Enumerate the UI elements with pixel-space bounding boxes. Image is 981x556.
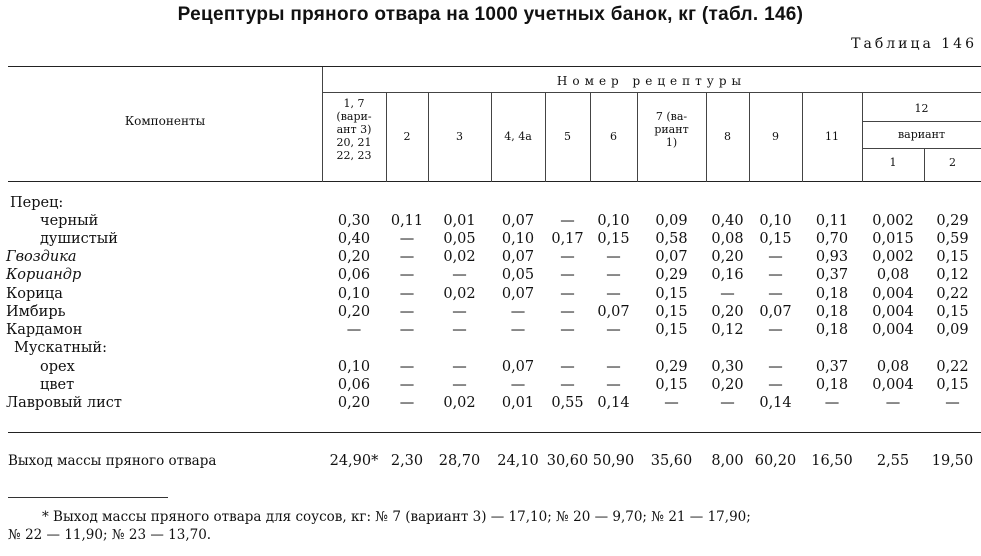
table-cell: 0,002 bbox=[872, 249, 914, 265]
table-cell: — bbox=[560, 267, 575, 283]
table-cell: 0,59 bbox=[936, 231, 969, 247]
table-cell: — bbox=[399, 395, 415, 411]
table-cell: 0,14 bbox=[597, 395, 630, 411]
table-cell: — bbox=[346, 322, 362, 338]
table-cell: 0,15 bbox=[759, 231, 792, 247]
table-cell: 0,12 bbox=[711, 322, 744, 338]
table-cell: — bbox=[885, 395, 901, 411]
table-cell: 0,18 bbox=[815, 286, 849, 302]
total-label: Выход массы пряного отвара bbox=[8, 453, 217, 469]
table-cell: — bbox=[399, 304, 415, 320]
col-header-6: 6 bbox=[610, 130, 617, 143]
table-cell: 0,01 bbox=[501, 395, 535, 411]
table-cell: 0,10 bbox=[501, 231, 535, 247]
table-cell: 0,15 bbox=[655, 286, 688, 302]
table-row bbox=[0, 358, 981, 376]
table-row bbox=[0, 321, 981, 339]
table-row bbox=[0, 285, 981, 303]
row-label: Лавровый лист bbox=[6, 395, 122, 411]
table-cell: 0,15 bbox=[936, 249, 969, 265]
table-cell: — bbox=[399, 286, 415, 302]
col-header-8: 8 bbox=[724, 130, 731, 143]
table-cell: — bbox=[768, 377, 783, 393]
table-row bbox=[0, 230, 981, 248]
table-cell: 0,29 bbox=[655, 267, 688, 283]
total-top-rule bbox=[8, 432, 981, 433]
table-cell: 0,29 bbox=[936, 213, 969, 229]
row-label: Мускатный: bbox=[14, 340, 107, 356]
components-header: Компоненты bbox=[124, 114, 206, 128]
table-cell: 0,14 bbox=[759, 395, 792, 411]
table-cell: — bbox=[560, 249, 575, 265]
total-cell: 30,60 bbox=[546, 453, 589, 469]
table-cell: 0,09 bbox=[936, 322, 969, 338]
table-row bbox=[0, 376, 981, 394]
table-cell: 0,40 bbox=[337, 231, 371, 247]
page-title: Рецептуры пряного отвара на 1000 учетных банок, кг (табл. 146) bbox=[177, 4, 804, 25]
table-cell: 0,15 bbox=[597, 231, 630, 247]
table-cell: 0,30 bbox=[337, 213, 371, 229]
table-cell: — bbox=[452, 377, 467, 393]
col-header-11: 11 bbox=[825, 130, 839, 143]
col-header-3: 3 bbox=[456, 130, 463, 143]
table-cell: 0,12 bbox=[936, 267, 969, 283]
table-cell: — bbox=[560, 213, 575, 229]
table-cell: 0,30 bbox=[711, 359, 744, 375]
table-cell: — bbox=[768, 249, 783, 265]
table-cell: — bbox=[399, 377, 415, 393]
table-cell: 0,20 bbox=[337, 395, 371, 411]
table-cell: 0,18 bbox=[815, 304, 849, 320]
row-label: Гвоздика bbox=[6, 249, 77, 265]
table-cell: 0,10 bbox=[337, 286, 371, 302]
table-cell: 0,55 bbox=[551, 395, 584, 411]
table-cell: — bbox=[606, 267, 621, 283]
table-cell: 0,08 bbox=[876, 359, 910, 375]
table-cell: — bbox=[768, 359, 783, 375]
row-label: черный bbox=[40, 213, 99, 229]
table-cell: 0,20 bbox=[337, 304, 371, 320]
row-label: цвет bbox=[40, 377, 75, 393]
total-row bbox=[0, 452, 981, 470]
table-row bbox=[0, 303, 981, 321]
table-cell: 0,06 bbox=[337, 267, 371, 283]
table-cell: 0,10 bbox=[759, 213, 792, 229]
table-cell: 0,004 bbox=[872, 286, 914, 302]
table-cell: — bbox=[560, 286, 575, 302]
table-cell: — bbox=[824, 395, 840, 411]
total-cell: 16,50 bbox=[811, 453, 853, 469]
variant-header: вариант bbox=[897, 128, 946, 141]
col-header-4: 4, 4а bbox=[504, 130, 532, 143]
row-label: орех bbox=[40, 359, 75, 375]
total-cell: 8,00 bbox=[711, 453, 744, 469]
table-cell: 0,07 bbox=[655, 249, 688, 265]
row-label: Имбирь bbox=[6, 304, 66, 320]
header-bottom-rule bbox=[8, 181, 981, 182]
col-header-7: 7 (ва- риант 1) bbox=[654, 110, 689, 149]
table-cell: — bbox=[768, 267, 783, 283]
table-cell: — bbox=[606, 322, 621, 338]
total-cell: 28,70 bbox=[438, 453, 481, 469]
table-cell: — bbox=[510, 377, 526, 393]
table-cell: 0,004 bbox=[872, 377, 914, 393]
table-cell: — bbox=[560, 322, 575, 338]
col-header-2: 2 bbox=[403, 130, 411, 143]
total-cell: 24,10 bbox=[497, 453, 539, 469]
table-cell: — bbox=[606, 377, 621, 393]
table-cell: 0,05 bbox=[501, 267, 535, 283]
table-cell: 0,15 bbox=[655, 304, 688, 320]
row-label: душистый bbox=[40, 231, 118, 247]
table-cell: 0,18 bbox=[815, 322, 849, 338]
table-cell: 0,10 bbox=[597, 213, 630, 229]
table-cell: — bbox=[452, 359, 467, 375]
table-cell: 0,07 bbox=[501, 286, 535, 302]
table-cell: 0,07 bbox=[759, 304, 792, 320]
total-cell: 2,55 bbox=[876, 453, 910, 469]
table-cell: — bbox=[720, 395, 735, 411]
table-row bbox=[0, 194, 981, 212]
table-cell: 0,07 bbox=[501, 249, 535, 265]
table-cell: 0,002 bbox=[872, 213, 914, 229]
table-cell: 0,93 bbox=[815, 249, 849, 265]
table-cell: 0,20 bbox=[711, 304, 744, 320]
row-label: Кардамон bbox=[6, 322, 83, 338]
table-cell: — bbox=[560, 304, 575, 320]
total-cell: 35,60 bbox=[650, 453, 693, 469]
table-top-rule bbox=[8, 66, 981, 67]
table-cell: 0,08 bbox=[711, 231, 744, 247]
table-cell: 0,20 bbox=[337, 249, 371, 265]
table-cell: 0,20 bbox=[711, 249, 744, 265]
table-cell: 0,15 bbox=[936, 377, 969, 393]
table-cell: — bbox=[606, 286, 621, 302]
table-row bbox=[0, 266, 981, 284]
table-cell: 0,06 bbox=[337, 377, 371, 393]
table-cell: 0,10 bbox=[337, 359, 371, 375]
table-cell: 0,15 bbox=[936, 304, 969, 320]
table-cell: 0,22 bbox=[936, 286, 969, 302]
table-cell: 0,07 bbox=[501, 359, 535, 375]
table-cell: — bbox=[399, 231, 415, 247]
table-cell: 0,58 bbox=[655, 231, 688, 247]
total-cell: 2,30 bbox=[390, 453, 424, 469]
table-cell: 0,29 bbox=[655, 359, 688, 375]
total-cell: 19,50 bbox=[931, 453, 974, 469]
footnote-rule bbox=[8, 497, 168, 498]
table-cell: 0,08 bbox=[876, 267, 910, 283]
table-cell: 0,11 bbox=[390, 213, 424, 229]
col-header-1: 1, 7 (вари- ант 3) 20, 21 22, 23 bbox=[336, 97, 372, 162]
table-cell: — bbox=[768, 322, 783, 338]
col-header-5: 5 bbox=[564, 130, 571, 143]
table-cell: — bbox=[720, 286, 735, 302]
table-cell: 0,004 bbox=[872, 304, 914, 320]
table-cell: — bbox=[399, 322, 415, 338]
table-cell: 0,70 bbox=[815, 231, 849, 247]
col-header-9: 9 bbox=[772, 130, 779, 143]
table-number: Таблица 146 bbox=[851, 36, 977, 52]
table-cell: 0,22 bbox=[936, 359, 969, 375]
table-cell: — bbox=[560, 359, 575, 375]
table-cell: — bbox=[452, 267, 467, 283]
table-cell: — bbox=[664, 395, 679, 411]
table-cell: 0,015 bbox=[872, 231, 914, 247]
table-cell: — bbox=[606, 249, 621, 265]
table-cell: 0,15 bbox=[655, 322, 688, 338]
table-cell: 0,02 bbox=[443, 286, 476, 302]
table-cell: 0,01 bbox=[443, 213, 476, 229]
row-label: Кориандр bbox=[6, 267, 82, 283]
footnote-line-2: № 22 — 11,90; № 23 — 13,70. bbox=[8, 527, 212, 543]
table-cell: 0,07 bbox=[597, 304, 630, 320]
recipe-number-header: Номер рецептуры bbox=[556, 74, 747, 88]
table-cell: — bbox=[768, 286, 783, 302]
table-cell: — bbox=[510, 322, 526, 338]
table-cell: — bbox=[606, 359, 621, 375]
table-cell: 0,02 bbox=[443, 395, 476, 411]
table-cell: — bbox=[399, 249, 415, 265]
row-label: Корица bbox=[6, 286, 63, 302]
table-row bbox=[0, 339, 981, 357]
table-cell: 0,18 bbox=[815, 377, 849, 393]
table-cell: — bbox=[510, 304, 526, 320]
table-row bbox=[0, 394, 981, 412]
table-cell: 0,17 bbox=[551, 231, 584, 247]
table-cell: 0,37 bbox=[815, 359, 849, 375]
total-cell: 50,90 bbox=[592, 453, 635, 469]
table-cell: 0,05 bbox=[443, 231, 476, 247]
variant-2-header: 2 bbox=[949, 156, 956, 169]
row-label: Перец: bbox=[10, 195, 64, 211]
table-cell: 0,07 bbox=[501, 213, 535, 229]
table-cell: 0,02 bbox=[443, 249, 476, 265]
table-cell: 0,20 bbox=[711, 377, 744, 393]
variant-rule bbox=[862, 148, 981, 149]
table-cell: — bbox=[399, 359, 415, 375]
table-row bbox=[0, 212, 981, 230]
recipe-number-rule bbox=[322, 92, 981, 93]
col12-rule bbox=[862, 121, 981, 122]
total-cell: 24,90* bbox=[329, 453, 379, 469]
footnote-line-1: * Выход массы пряного отвара для соусов, кг: № 7 (вариант 3) — 17,10; № 20 — 9,70; № 21 — 17,90; bbox=[42, 509, 751, 525]
table-cell: — bbox=[452, 322, 467, 338]
col-header-12: 12 bbox=[914, 102, 929, 115]
table-cell: 0,40 bbox=[711, 213, 744, 229]
table-cell: 0,16 bbox=[711, 267, 744, 283]
footnote bbox=[8, 508, 978, 544]
table-cell: 0,37 bbox=[815, 267, 849, 283]
variant-1-header: 1 bbox=[889, 156, 897, 169]
table-cell: — bbox=[399, 267, 415, 283]
table-row bbox=[0, 248, 981, 266]
table-cell: 0,09 bbox=[655, 213, 688, 229]
total-cell: 60,20 bbox=[754, 453, 797, 469]
table-cell: — bbox=[560, 377, 575, 393]
table-cell: — bbox=[945, 395, 960, 411]
table-cell: 0,15 bbox=[655, 377, 688, 393]
table-cell: 0,004 bbox=[872, 322, 914, 338]
table-cell: 0,11 bbox=[815, 213, 849, 229]
table-cell: — bbox=[452, 304, 467, 320]
